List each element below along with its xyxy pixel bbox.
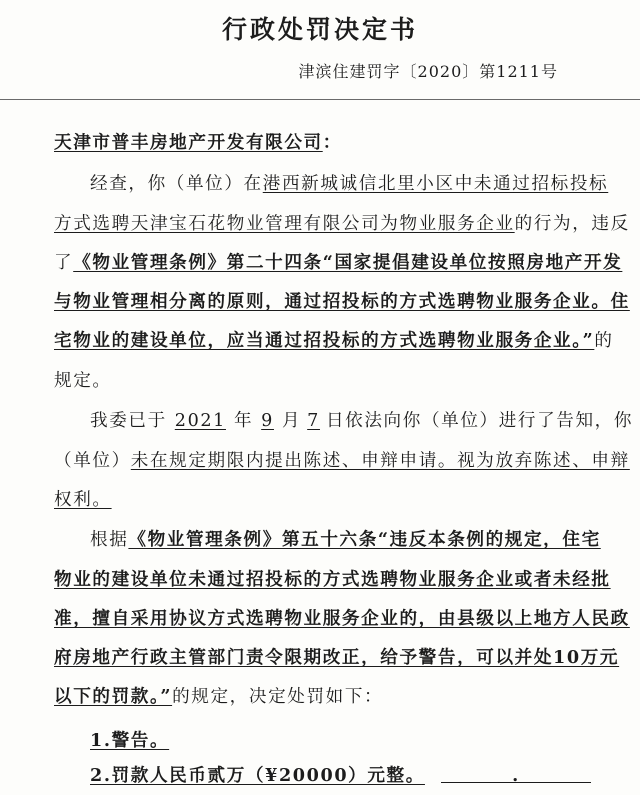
p1-l5-underlined: 宅物业的建设单位，应当通过招投标的方式选聘物业服务企业。” — [54, 330, 595, 351]
blank-line-dot: . — [512, 765, 520, 786]
addressee-line — [54, 131, 342, 155]
p3-line-5 — [54, 685, 383, 709]
p2-l2-underlined: 未在规定期限内提出陈述、申辩申请。视为放弃陈述、申辩 — [130, 451, 630, 471]
p1-line-5 — [54, 329, 614, 353]
p3-l2-underlined: 物业的建设单位未通过招投标的方式选聘物业服务企业或者未经批 — [54, 569, 611, 590]
p2-l1-month-unit: 月 — [281, 411, 302, 431]
p2-l3-underlined: 权利。 — [54, 490, 112, 510]
p3-l1-underlined: 《物业管理条例》第五十六条“违反本条例的规定，住宅 — [128, 529, 601, 550]
p3-l1-text: 根据 — [90, 530, 129, 550]
addressee-name: 天津市普丰房地产开发有限公司 — [54, 132, 323, 153]
p2-l1-rest: 日依法向你（单位）进行了告知，你 — [325, 411, 634, 431]
p2-line-2 — [54, 449, 630, 473]
p3-line-2 — [54, 568, 611, 592]
header-divider — [0, 99, 640, 100]
p2-l1-text: 我委已于 — [90, 411, 167, 431]
p1-line-3 — [54, 251, 622, 275]
penalty-item-1 — [90, 729, 169, 753]
p3-l4-underlined: 府房地产行政主管部门责令限期改正，给予警告，可以并处10万元 — [54, 647, 620, 668]
p3-line-1 — [90, 528, 601, 552]
p3-line-4 — [54, 646, 619, 670]
p1-l4-underlined: 与物业管理相分离的原则，通过招投标的方式选聘物业服务企业。住 — [54, 291, 630, 312]
p1-line-4 — [54, 290, 630, 314]
document-title: 行政处罚决定书 — [221, 15, 418, 44]
document-number: 津滨住建罚字〔2020〕第1211号 — [298, 62, 558, 81]
addressee-colon: ： — [322, 132, 342, 153]
notice-day: 7 — [307, 411, 320, 431]
p3-line-3 — [54, 607, 630, 631]
p3-l5-underlined: 以下的罚款。” — [54, 686, 173, 707]
p1-line-6: 规定。 — [54, 371, 112, 391]
p1-l2-text: 的行为，违反 — [514, 214, 630, 234]
p1-l5-text: 的 — [594, 331, 614, 351]
notice-year: 2021 — [174, 411, 226, 431]
penalty-item-2 — [90, 764, 591, 788]
p1-l1-text: 经查，你（单位）在 — [90, 174, 263, 194]
p2-l2-text: （单位） — [54, 451, 131, 471]
p1-line-2 — [54, 212, 630, 236]
p2-line-1 — [90, 409, 633, 433]
p1-line-1 — [90, 172, 608, 196]
penalty-warning: 1.警告。 — [90, 730, 170, 751]
notice-month: 9 — [261, 411, 274, 431]
p1-l1-underlined: 港西新城诚信北里小区中未通过招标投标 — [262, 174, 609, 194]
p3-l5-text: 的规定，决定处罚如下： — [172, 687, 384, 707]
p1-l3-text: 了 — [54, 253, 74, 273]
p1-l3-underlined: 《物业管理条例》第二十四条“国家提倡建设单位按照房地产开发 — [73, 252, 623, 273]
p2-line-3 — [54, 488, 112, 512]
p2-l1-year-unit: 年 — [233, 411, 254, 431]
p3-l3-underlined: 准，擅自采用协议方式选聘物业服务企业的，由县级以上地方人民政 — [54, 608, 630, 629]
blank-line — [441, 764, 591, 786]
p1-l2-underlined: 方式选聘天津宝石花物业管理有限公司为物业服务企业 — [54, 214, 515, 234]
penalty-fine: 2.罚款人民币贰万（¥20000）元整。 — [90, 765, 425, 786]
